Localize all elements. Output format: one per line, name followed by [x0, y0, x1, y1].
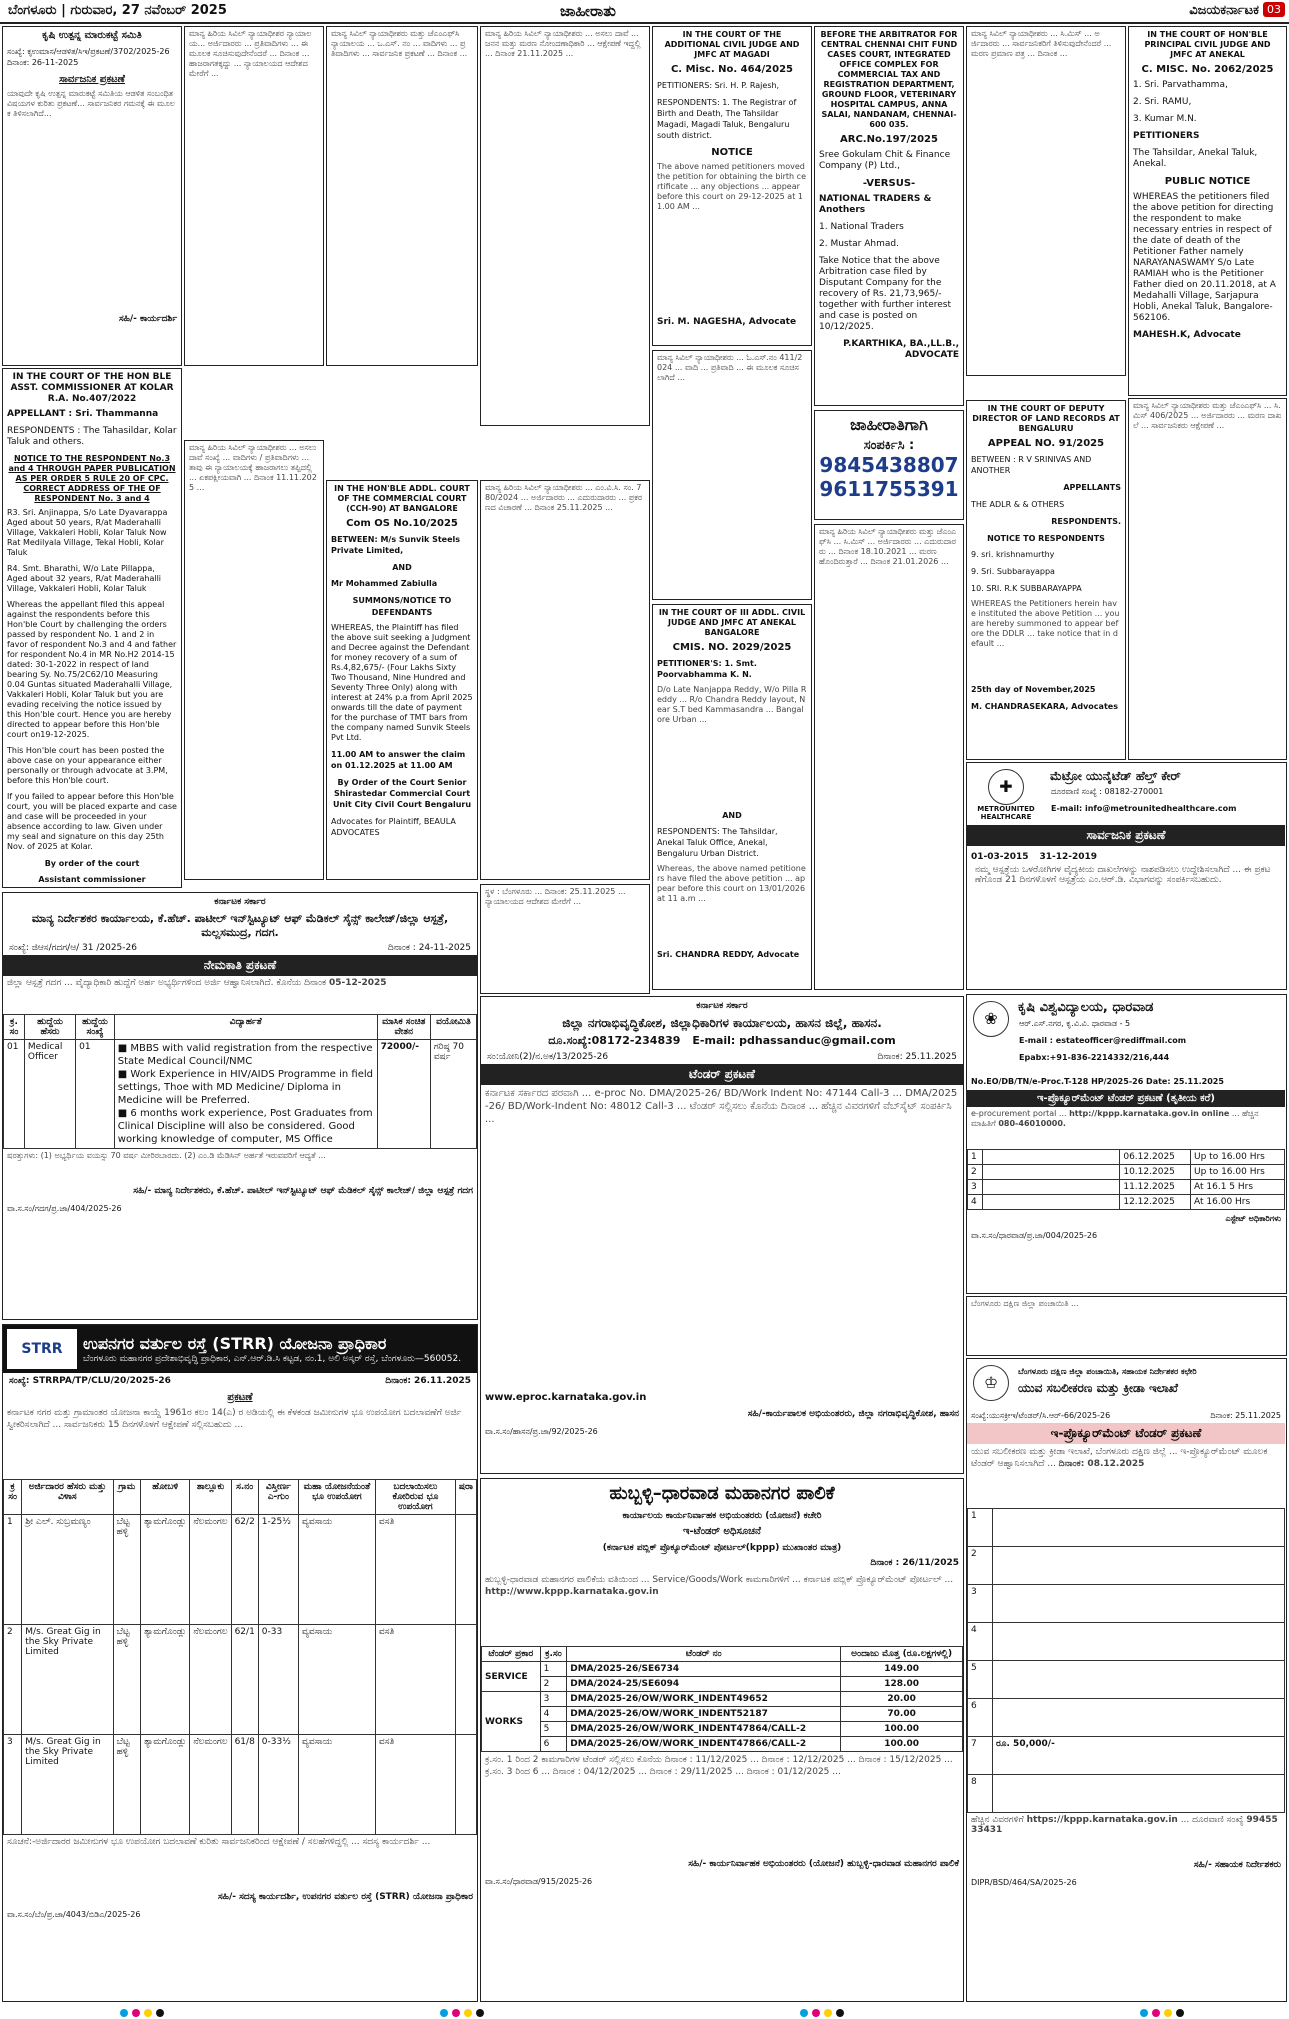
medical-row-age: ಗರಿಷ್ಠ 70 ವರ್ಷ — [430, 1040, 476, 1149]
anekal2-and: AND — [722, 811, 742, 820]
table-row: 2 10.12.2025 Up to 16.00 Hrs — [968, 1165, 1285, 1180]
strr-logo: STRR — [7, 1329, 77, 1369]
commercial-order: By Order of the Court Senior Shirastedar Commercial Court Unit City Civil Court Bengaluru — [332, 778, 472, 809]
court-notice-kannada-2 — [326, 26, 478, 366]
anekal-court-notice — [1128, 26, 1287, 396]
strr-head: ಪ್ರಕಟಣೆ — [227, 1392, 253, 1403]
kolar-court-notice — [2, 368, 182, 888]
agri-no: No.EO/DB/TN/e-Proc.T-128 HP/2025-26 Date: 25.11.2025 — [971, 1077, 1224, 1086]
table-row: SERVICE 1 DMA/2025-26/SE6734 149.00 — [482, 1662, 963, 1677]
medical-col-4: ಮಾಸಿಕ ಸಂಚಿತ ವೇತನ — [377, 1015, 430, 1040]
hubli-body: ಹುಬ್ಬಳ್ಳಿ-ಧಾರವಾಡ ಮಹಾನಗರ ಪಾಲಿಕೆಯ ವತಿಯಿಂದ ... Service/Goods/Work ಕಾಮಗಾರಿಗಳಿಗೆ ... ಕರ್ನಾಟಕ ಪಬ್ಲಿಕ್ ಪ್ರೊಕ್ಯೂರ್‌ಮೆಂಟ್ ಪೋರ್ಟಲ್ ... http://www.kppp.karnataka.gov.in — [485, 1575, 954, 1597]
agri-sign: ಎಸ್ಟೇಟ್ ಅಧಿಕಾರಿಗಳು — [1225, 1214, 1281, 1223]
arbitrator-body: Take Notice that the above Arbitration case filed by Disputant Company for the recovery of Rs. 21,73,965/- together with further interest and case is posted on 10/12/2025. — [819, 256, 952, 332]
commercial-court-notice — [326, 480, 478, 880]
anekal-sign: MAHESH.K, Advocate — [1133, 330, 1241, 340]
commercial-whereas: WHEREAS, the Plaintiff has filed the above suit seeking a Judgment and Decree against the Defendant for money recovery of a sum of Rs.4,82,675/- (Four Lakhs Sixty Two Thousand, Nine Hundred and Seventy Three Only) along with interest at 24% p.a from April 2025 onwards till the date of payment for the purchase of TMT bars from the company named Sunvik Steels Pvt Ltd. — [331, 623, 473, 742]
magadi-body: The above named petitioners moved the petition for obtaining the birth certificate ... any objections ... appear before this court on 29-12-2025 at 11.00 AM ... — [657, 162, 806, 211]
strr-ref: ವಾ.ಸ.ಸಂ/ಬೆಂ/ಪ್ರ.ಜಾ/4043/ಬಿಡಿಎ/2025-26 — [7, 1910, 141, 1919]
yellow-mark — [1164, 2009, 1172, 2017]
table-row: 1 06.12.2025 Up to 16.00 Hrs — [968, 1150, 1285, 1165]
anekal2-title: IN THE COURT OF III ADDL. CIVIL JUDGE AND JMFC AT ANEKAL BANGALORE — [658, 608, 806, 637]
apmc-sign: ಸಹಿ/- ಕಾರ್ಯದರ್ಶಿ — [118, 314, 177, 324]
anekal-title: IN THE COURT OF HON'BLE PRINCIPAL CIVIL JUDGE AND JMFC AT ANEKAL — [1144, 30, 1271, 59]
medical-col-1: ಹುದ್ದೆಯ ಹೆಸರು — [24, 1015, 75, 1040]
table-row: 4 DMA/2025-26/OW/WORK_INDENT52187 70.00 — [482, 1707, 963, 1722]
table-row: 6 — [968, 1699, 1285, 1737]
hassan-band: ಟೆಂಡರ್ ಪ್ರಕಟಣೆ — [481, 1064, 963, 1085]
table-row: 3 M/s. Great Gig in the Sky Private Limited ಬೆಟ್ಟ ಹಳ್ಳಿ ತ್ಯಾಮಗೊಂಡ್ಲು ನೆಲಮಂಗಲ 61/8 0-33½ ವ್ಯವಸಾಯ ವಸತಿ — [4, 1735, 477, 1835]
anekal2-pet: PETITIONER'S: 1. Smt. Poorvabhamma K. N. — [657, 659, 757, 679]
yellow-mark — [464, 2009, 472, 2017]
anekal2-body: D/o Late Nanjappa Reddy, W/o Pilla Reddy ... R/o Chandra Reddy layout, Near S.T bed Kammasandra ... Bangalore Urban ... — [657, 685, 807, 724]
hassan-tender-notice — [480, 996, 964, 1474]
commercial-title: IN THE HON'BLE ADDL. COURT OF THE COMMERCIAL COURT (CCH-90) AT BANGALORE — [334, 484, 470, 513]
cyan-mark — [120, 2009, 128, 2017]
table-row: 8 — [968, 1775, 1285, 1813]
land-body: WHEREAS the Petitioners herein have instituted the above Petition ... you are hereby summoned to appear before the DDLR ... take notice that in default ... — [971, 599, 1120, 648]
masthead-date: ಬೆಂಗಳೂರು | ಗುರುವಾರ, 27 ನವೆಂಬರ್ 2025 — [8, 3, 227, 18]
medical-deadline: 05-12-2025 — [328, 978, 387, 988]
medical-row-post: Medical Officer — [24, 1040, 75, 1149]
cyan-mark — [440, 2009, 448, 2017]
land-between: BETWEEN : R V SRINIVAS AND ANOTHER — [971, 455, 1092, 475]
medical-row-pay: 72000/- — [377, 1040, 430, 1149]
notice-text: ಮಾನ್ಯ ಹಿರಿಯ ಸಿವಿಲ್ ನ್ಯಾಯಾಧೀಶರು ... ಅಸಲು ದಾವೆ ... ಜನನ ಮತ್ತು ಮರಣ ನೋಂದಣಾಧಿಕಾರಿ ... ಆಕ್ಷೇಪಣೆ ಇದ್ದಲ್ಲಿ ... ದಿನಾಂಕ 21.11.2025 ... — [485, 29, 641, 58]
medical-band: ನೇಮಕಾತಿ ಪ್ರಕಟಣೆ — [3, 955, 477, 976]
metro-tel: ದೂರವಾಣಿ ಸಂಖ್ಯೆ : 08182-270001 — [1051, 787, 1164, 796]
table-row: 5 — [968, 1661, 1285, 1699]
advert-phone-2[interactable]: 9611755391 — [819, 477, 959, 501]
hassan-org: ಕರ್ನಾಟಕ ಸರ್ಕಾರ — [696, 1001, 748, 1011]
anekal-p3: 3. Kumar M.N. — [1133, 114, 1197, 124]
apmc-title: ಕೃಷಿ ಉತ್ಪನ್ನ ಮಾರುಕಟ್ಟೆ ಸಮಿತಿ — [42, 30, 142, 41]
arbitrator-respondent: NATIONAL TRADERS & Anothers — [819, 194, 932, 215]
agri-epabx: Epabx:+91-836-2214332/216,444 — [1019, 1053, 1170, 1062]
medical-org: ಕರ್ನಾಟಕ ಸರ್ಕಾರ — [214, 897, 266, 907]
anekal-p1: 1. Sri. Parvathamma, — [1133, 80, 1228, 90]
hubli-etender: ಇ-ಟೆಂಡರ್ ಅಧಿಸೂಚನೆ — [683, 1526, 761, 1537]
youth-web[interactable]: https://kppp.karnataka.gov.in — [1026, 1815, 1178, 1825]
medical-title: ಮಾನ್ಯ ನಿರ್ದೇಶಕರ ಕಾರ್ಯಾಲಯ, ಕೆ.ಹೆಚ್. ಪಾಟೀಲ್ ಇನ್‌ಸ್ಟಿಟ್ಯೂಟ್ ಆಫ್ ಮೆಡಿಕಲ್ ಸೈನ್ಸ್ ಕಾಲೇಜ್/ಜಿಲ್ಲಾ ಆಸ್ಪತ್ರೆ, ಮಲ್ಲಸಮುದ್ರ, ಗದಗ. — [31, 912, 449, 939]
hassan-email[interactable]: E-mail: pdhassanduc@gmail.com — [692, 1034, 896, 1047]
kolar-sig: Assistant commissioner — [38, 875, 146, 884]
commercial-defendant: Mr Mohammed Zabiulla — [331, 579, 438, 588]
medical-q1: ■ MBBS with valid registration from the respective State Medical Council/NMC — [117, 1043, 373, 1067]
medical-ref: ವಾ.ಸ.ಸಂ/ಗದಗ/ಪ್ರ.ಜಾ/404/2025-26 — [7, 1204, 122, 1213]
metro-title: ಮೆಟ್ರೋ ಯುನೈಟೆಡ್ ಹೆಲ್ತ್ ಕೇರ್ — [1050, 769, 1181, 783]
anekal-public-notice: PUBLIC NOTICE — [1164, 176, 1251, 187]
hassan-sign: ಸಹಿ/-ಕಾರ್ಯಪಾಲಕ ಅಭಿಯಂತರರು, ಜಿಲ್ಲಾ ನಗರಾಭಿವೃದ್ಧಿಕೋಶ, ಹಾಸನ — [747, 1409, 959, 1419]
strr-table: ಕ್ರ ಸಂ ಅರ್ಜಿದಾರರ ಹೆಸರು ಮತ್ತು ವಿಳಾಸ ಗ್ರಾಮ ಹೋಬಳಿ ತಾಲ್ಲೂಕು ಸ.ನಂ ವಿಸ್ತೀರ್ಣ ಎ-ಗುಂ ಮಹಾ ಯೋಜನೆಯಂತೆ ಭೂ ಉಪಯೋಗ ಬದಲಾಯಿಸಲು ಕೋರಿರುವ ಭೂ ಉಪಯೋಗ ಷರಾ 1 ಶ್ರೀ ಎಲ್. ಸುಬ್ರಮಣ್ಯಂ ಬೆಟ್ಟ ಹಳ್ಳಿ ತ್ಯಾಮಗೊಂಡ್ಲು ನೆಲಮಂಗಲ 62/2 1-25½ ವ್ಯವಸಾಯ ವಸತಿ 2 M/s. Great Gig in the Sky Private Limited ಬೆಟ್ಟ ಹಳ್ಳಿ ತ್ಯಾಮಗೊಂಡ್ಲು ನೆಲಮಂಗಲ 62/1 0-33 ವ್ಯವಸಾಯ ವಸತಿ 3 M/s. Great Gig in the Sky Private Limited ಬೆಟ್ಟ ಹಳ್ಳಿ ತ್ಯಾಮಗೊಂಡ್ಲು ನೆಲಮಂಗಲ 61/8 0-33½ ವ್ಯವಸಾಯ ವಸತಿ — [3, 1479, 477, 1835]
magenta-mark — [1152, 2009, 1160, 2017]
table-row: 1 ಶ್ರೀ ಎಲ್. ಸುಬ್ರಮಣ್ಯಂ ಬೆಟ್ಟ ಹಳ್ಳಿ ತ್ಯಾಮಗೊಂಡ್ಲು ನೆಲಮಂಗಲ 62/2 1-25½ ವ್ಯವಸಾಯ ವಸತಿ — [4, 1515, 477, 1625]
hassan-title: ಜಿಲ್ಲಾ ನಗರಾಭಿವೃದ್ಧಿಕೋಶ, ಜಿಲ್ಲಾಧಿಕಾರಿಗಳ ಕಾರ್ಯಾಲಯ, ಹಾಸನ ಜಿಲ್ಲೆ, ಹಾಸನ. — [562, 1016, 882, 1030]
hubli-sub2: (ಕರ್ನಾಟಕ ಪಬ್ಲಿಕ್ ಪ್ರೊಕ್ಯೂರ್‌ಮೆಂಟ್ ಪೋರ್ಟಲ್(kppp) ಮುಖಾಂತರ ಮಾತ್ರ) — [602, 1543, 842, 1553]
court-notice-kannada-9 — [814, 524, 964, 990]
notice-text: ಮಾನ್ಯ ಹಿರಿಯ ಸಿವಿಲ್ ನ್ಯಾಯಾಧೀಶರ ನ್ಯಾಯಾಲಯ... ಅರ್ಜಿದಾರರು ... ಪ್ರತಿವಾದಿಗಳು ... ಈ ಮೂಲಕ ಸೂಚಿಸುವುದೇನೆಂದರೆ ... ದಿನಾಂಕ ... ಹಾಜರಾಗತಕ್ಕದ್ದು ... ನ್ಯಾಯಾಲಯದ ಆದೇಶದ ಮೇರೆಗೆ ... — [189, 29, 312, 78]
kolar-r4: R4. Smt. Bharathi, W/o Late Pillappa, Aged about 32 years, R/at Maderahalli Village, Vakkaleri Hobli, Kolar Taluk — [7, 564, 162, 593]
agri-band: ಇ-ಪ್ರೊಕ್ಯೂರ್‌ಮೆಂಟ್ ಟೆಂಡರ್ ಪ್ರಕಟಣೆ (ತೃತೀಯ ಕರೆ) — [967, 1090, 1285, 1107]
court-notice-kannada-4 — [966, 26, 1126, 376]
notice-text: ಮಾನ್ಯ ಸಿವಿಲ್ ನ್ಯಾಯಾಧೀಶರು ... ಸಿ.ಮಿಸ್ ... ಅರ್ಜಿದಾರರು ... ಸಾರ್ವಜನಿಕರಿಗೆ ತಿಳಿಸುವುದೇನೆಂದರೆ ... ಮರಣ ಪ್ರಮಾಣ ಪತ್ರ ... ದಿನಾಂಕ ... — [971, 29, 1112, 58]
anekal2-sign: Sri. CHANDRA REDDY, Advocate — [657, 950, 800, 959]
arbitrator-arc: ARC.No.197/2025 — [840, 134, 938, 145]
table-row — [4, 1040, 477, 1149]
advert-sub: ಸಂಪರ್ಕಿಸಿ : — [863, 438, 915, 453]
masthead — [0, 0, 1289, 24]
medical-no: ಸಂಖ್ಯೆ: ಜಿಆಸ/ಗದಗ/ಆ/ 31 /2025-26 — [9, 943, 137, 953]
agri-university-tender — [966, 994, 1287, 1294]
kolar-body-2: This Hon'ble court has been posted the above case on your appearance either personally or through advocate at 3.PM, before this Hon'ble court. — [7, 746, 168, 785]
medical-col-5: ವಯೋಮಿತಿ — [430, 1015, 476, 1040]
strr-body: ಕರ್ನಾಟಕ ನಗರ ಮತ್ತು ಗ್ರಾಮಾಂತರ ಯೋಜನಾ ಕಾಯ್ದೆ 1961ರ ಕಲಂ 14(ಎ) ರ ಅಡಿಯಲ್ಲಿ ಈ ಕೆಳಕಂಡ ಜಮೀನುಗಳ ಭೂ ಉಪಯೋಗ ಬದಲಾವಣೆಗೆ ಅರ್ಜಿ ಸ್ವೀಕರಿಸಲಾಗಿದೆ ... ಸಾರ್ವಜನಿಕರು 15 ದಿನಗಳೊಳಗೆ ಆಕ್ಷೇಪಣೆ ಸಲ್ಲಿಸಬಹುದು ... — [7, 1408, 462, 1430]
strr-notice — [2, 1324, 478, 2002]
youth-table — [967, 1508, 1285, 1813]
hubli-date: ದಿನಾಂಕ : 26/11/2025 — [870, 1558, 959, 1568]
agri-body: e-procurement portal ... http://kppp.karnataka.gov.in online ... ಹೆಚ್ಚಿನ ಮಾಹಿತಿಗೆ 080-46010000. — [971, 1109, 1259, 1128]
metro-email[interactable]: E-mail: info@metrounitedhealthcare.com — [1051, 804, 1237, 813]
commercial-dates: 11.00 AM to answer the claim on 01.12.2025 at 11.00 AM — [331, 750, 466, 770]
black-mark — [1176, 2009, 1184, 2017]
hubli-dharwad-tender — [480, 1478, 964, 2002]
cyan-mark — [800, 2009, 808, 2017]
hassan-tel: ದೂ.ಸಂಖ್ಯೆ:08172-234839 — [548, 1034, 681, 1047]
notice-text: ಸ್ಥಳ : ಬೆಂಗಳೂರು ... ದಿನಾಂಕ: 25.11.2025 ... ನ್ಯಾಯಾಲಯದ ಆದೇಶದ ಮೇರೆಗೆ ... — [485, 887, 626, 906]
magenta-mark — [452, 2009, 460, 2017]
youth-footer: ಹೆಚ್ಚಿನ ವಿವರಗಳಿಗೆ https://kppp.karnataka.gov.in ... ದೂರವಾಣಿ ಸಂಖ್ಯೆ 9945533431 — [971, 1815, 1278, 1835]
metro-body: ನಮ್ಮ ಆಸ್ಪತ್ರೆಯ ಒಳರೋಗಿಗಳ ವೈದ್ಯಕೀಯ ದಾಖಲೆಗಳನ್ನು ನಾಶಪಡಿಸಲು ಉದ್ದೇಶಿಸಲಾಗಿದೆ ... ಈ ಪ್ರಕಟಣೆಗೊಂಡ 21 ದಿನಗಳೊಳಗೆ ಆಸ್ಪತ್ರೆಯ ಎಂ.ಆರ್.ಡಿ. ವಿಭಾಗವನ್ನು ಸಂಪರ್ಕಿಸಬಹುದು. — [975, 865, 1271, 885]
youth-sign: ಸಹಿ/- ಸಹಾಯಕ ನಿರ್ದೇಶಕರು — [1193, 1860, 1281, 1870]
commercial-and: AND — [392, 563, 412, 572]
medical-recruitment-notice — [2, 892, 478, 1320]
hassan-date: ದಿನಾಂಕ: 25.11.2025 — [877, 1052, 957, 1062]
magenta-mark — [132, 2009, 140, 2017]
table-row: 3 — [968, 1585, 1285, 1623]
court-notice-kannada-8 — [1128, 398, 1287, 760]
table-row: 6 DMA/2025-26/OW/WORK_INDENT47866/CALL-2 100.00 — [482, 1737, 963, 1752]
youth-amount: ರೂ. 50,000/- — [993, 1737, 1285, 1775]
apmc-body-text: ಯಾವುದೇ ಕೃಷಿ ಉತ್ಪನ್ನ ಮಾರುಕಟ್ಟೆ ಸಮಿತಿಯ ಆಡಳಿತ ಸಂಬಂಧಿತ ವಿಷಯಗಳ ಕುರಿತು ಪ್ರಕಟಣೆ... ಸಾರ್ವಜನಿಕರ ಗಮನಕ್ಕೆ ಈ ಮೂಲಕ ತಿಳಿಸಲಾಗಿದೆ... — [7, 89, 175, 118]
court-notice-kannada-5 — [184, 440, 324, 880]
cyan-mark — [1140, 2009, 1148, 2017]
kolar-body-3: If you failed to appear before this Hon'ble court, you will be placed exparte and case and case will be proceeded in your absence according to law. Given under my seal and signature on this day 25th Nov. of 2025 at Kolar. — [7, 792, 177, 851]
agri-web[interactable]: http://kppp.karnataka.gov.in online — [1069, 1109, 1230, 1118]
arbitrator-notice — [814, 26, 964, 406]
anekal-p2: 2. Sri. RAMU, — [1133, 97, 1192, 107]
magadi-court-notice — [652, 26, 812, 346]
magadi-respondent: RESPONDENTS: 1. The Registrar of Birth and Death, The Tahsildar Magadi, Magadi Taluk, Bengaluru south district. — [657, 98, 797, 140]
commercial-adv: Advocates for Plaintiff, BEAULA ADVOCATES — [331, 817, 456, 837]
apmc-notice — [2, 26, 182, 366]
youth-date-2: ದಿನಾಂಕ: 08.12.2025 — [1058, 1459, 1145, 1469]
notice-text: ಮಾನ್ಯ ಸಿವಿಲ್ ನ್ಯಾಯಾಧೀಶರು ಮತ್ತು ಜೆಎಂಎಫ್‌ಸಿ ... ಸಿ.ಮಿಸ್ 406/2025 ... ಅರ್ಜಿದಾರರು ... ಮರಣ ದಾಖಲೆ ... ಸಾರ್ವಜನಿಕರು ಆಕ್ಷೇಪಣೆ ... — [1133, 401, 1282, 430]
misc-notice — [966, 1296, 1287, 1356]
medical-col-2: ಹುದ್ದೆಯ ಸಂಖ್ಯೆ — [76, 1015, 115, 1040]
hubli-sign: ಸಹಿ/- ಕಾರ್ಯನಿರ್ವಾಹಕ ಅಭಿಯಂತರರು (ಯೋಜನೆ) ಹುಬ್ಬಳ್ಳಿ-ಧಾರವಾಡ ಮಹಾನಗರ ಪಾಲಿಕೆ — [688, 1859, 959, 1869]
black-mark — [476, 2009, 484, 2017]
kolar-body: Whereas the appellant filed this appeal against the respondents before this Hon'ble Court by challenging the orders passed by respondent No. 1 and 2 in favor of respondent No.3 and 4 and father for respondent No.4 in MR No.H2 2014-15 dated: 30-1-2022 in respect of land bearing Sy. No.75/2C62/10 Measuring 0.04 Guntas situated Maderahalli Village, Vakkaleri Hobli, Kolar Taluk but you are evading receiving the notice issued by this Hon'ble court. Hence you are hereby directed to appear before this Hon'ble court on19-12-2025. — [7, 600, 177, 739]
table-row: 2 M/s. Great Gig in the Sky Private Limited ಬೆಟ್ಟ ಹಳ್ಳಿ ತ್ಯಾಮಗೊಂಡ್ಲು ನೆಲಮಂಗಲ 62/1 0-33 ವ್ಯವಸಾಯ ವಸತಿ — [4, 1625, 477, 1735]
apmc-head: ಸಾರ್ವಜನಿಕ ಪ್ರಕಟಣೆ — [59, 74, 125, 85]
land-respondents: RESPONDENTS. — [1051, 517, 1121, 526]
youth-sports-tender — [966, 1358, 1287, 2002]
youth-date: ದಿನಾಂಕ: 25.11.2025 — [1210, 1411, 1281, 1420]
hassan-web[interactable]: www.eproc.karnataka.gov.in — [485, 1392, 647, 1403]
anekal-respondent: The Tahsildar, Anekal Taluk, Anekal. — [1133, 148, 1258, 169]
youth-band: ಇ-ಪ್ರೊಕ್ಯೂರ್‌ಮೆಂಟ್ ಟೆಂಡರ್ ಪ್ರಕಟಣೆ — [967, 1423, 1285, 1444]
strr-footer: ಸೂಚನೆ:-ಅರ್ಜಿದಾರರ ಜಮೀನುಗಳ ಭೂ ಉಪಯೋಗ ಬದಲಾವಣೆ ಕುರಿತು ಸಾರ್ವಜನಿಕರಿಂದ ಆಕ್ಷೇಪಣೆ / ಸಲಹೆಗಳಿದ್ದಲ್ಲಿ ... ಸದಸ್ಯ ಕಾರ್ಯದರ್ಶಿ ... — [7, 1837, 431, 1847]
court-notice-kannada-6 — [480, 480, 650, 880]
table-row: 3 11.12.2025 At 16.1 5 Hrs — [968, 1180, 1285, 1195]
youth-no: ಸಂಖ್ಯೆ:ಯುಸಕ್ರೀಇ/ಟೆಂಡರ್/ಸಿ.ಆರ್-66/2025-26 — [971, 1411, 1111, 1420]
notice-text: ಮಾನ್ಯ ಸಿವಿಲ್ ನ್ಯಾಯಾಧೀಶರು ಮತ್ತು ಜೆಎಂಎಫ್‌ಸಿ ನ್ಯಾಯಾಲಯ ... ಒ.ಎಸ್. ನಂ ... ವಾದಿಗಳು ... ಪ್ರತಿವಾದಿಗಳು ... ಸಾರ್ವಜನಿಕ ಪ್ರಕಟಣೆ ... ದಿನಾಂಕ ... — [331, 29, 468, 58]
notice-text: ಮಾನ್ಯ ಸಿವಿಲ್ ನ್ಯಾಯಾಧೀಶರು ... ಓ.ಎಸ್.ನಂ 411/2024 ... ವಾದಿ ... ಪ್ರತಿವಾದಿ ... ಈ ಮೂಲಕ ಸೂಚಿಸಲಾಗಿದೆ ... — [657, 353, 803, 382]
youth-sub: ಬೆಂಗಳೂರು ದಕ್ಷಿಣ ಜಿಲ್ಲಾ ಪಂಚಾಯಿತಿ, ಸಹಾಯಕ ನಿರ್ದೇಶಕರ ಕಛೇರಿ — [1018, 1367, 1197, 1376]
kolar-respondents: RESPONDENTS : The Tahasildar, Kolar Taluk and others. — [7, 426, 177, 447]
commercial-summons: SUMMONS/NOTICE TO DEFENDANTS — [352, 596, 452, 617]
magadi-case: C. Misc. No. 464/2025 — [670, 64, 794, 75]
anekal-body: WHEREAS the petitioners filed the above petition for directing the respondent to make necessary entries in respect of the date of death of the Petitioner Father namely NARAYANASWAMY S/o Late RAMIAH who is the Petitioner Father died on 20.11.2018, at A Medahalli Village, Sarjapura Hobli, Anekal Taluk, Bangalore-562106. — [1133, 192, 1276, 323]
advert-title: ಜಾಹೀರಾತಿಗಾಗಿ — [850, 415, 928, 434]
table-row: 4 — [968, 1623, 1285, 1661]
medical-col-3: ವಿದ್ಯಾರ್ಹತೆ — [114, 1015, 377, 1040]
medical-row-count: 01 — [76, 1040, 115, 1149]
page-number: 03 — [1263, 2, 1285, 17]
metro-logo-text: METROUNITED HEALTHCARE — [977, 805, 1035, 821]
anekal2-case: CMIS. NO. 2029/2025 — [672, 642, 792, 653]
table-row: 4 12.12.2025 At 16.00 Hrs — [968, 1195, 1285, 1210]
arbitrator-petitioner: Sree Gokulam Chit & Finance Company (P) Ltd., — [819, 150, 951, 171]
land-r3: 10. SRI. R.K SUBBARAYAPPA — [971, 584, 1082, 593]
hubli-sub: ಕಾರ್ಯಾಲಯ ಕಾರ್ಯನಿರ್ವಾಹಕ ಅಭಿಯಂತರರು (ಯೋಜನೆ) ಕಚೇರಿ — [622, 1511, 822, 1521]
agri-email[interactable]: E-mail : estateofficer@rediffmail.com — [1019, 1036, 1187, 1045]
table-row: 5 DMA/2025-26/OW/WORK_INDENT47864/CALL-2 100.00 — [482, 1722, 963, 1737]
strr-title: ಉಪನಗರ ವರ್ತುಲ ರಸ್ತೆ (STRR) ಯೋಜನಾ ಪ್ರಾಧಿಕಾರ — [83, 1334, 387, 1353]
land-r1: 9. sri. krishnamurthy — [971, 550, 1055, 559]
land-notice: NOTICE TO RESPONDENTS — [987, 534, 1105, 543]
youth-ref: DIPR/BSD/464/SA/2025-26 — [971, 1878, 1077, 1887]
table-row: 2 — [968, 1547, 1285, 1585]
magadi-petitioner: PETITIONERS: Sri. H. P. Rajesh, — [657, 81, 780, 90]
land-appeal: APPEAL NO. 91/2025 — [987, 438, 1105, 449]
anekal2-res: RESPONDENTS: The Tahsildar, Anekal Taluk Office, Anekal, Bengaluru Urban District. — [657, 827, 778, 858]
black-mark — [156, 2009, 164, 2017]
yellow-mark — [824, 2009, 832, 2017]
medical-footer: ಷರತ್ತುಗಳು: (1) ಅಭ್ಯರ್ಥಿಯ ವಯಸ್ಸು 70 ವರ್ಷ ಮೀರಿರಬಾರದು. (2) ಎಂ.ಡಿ ಮೆಡಿಸಿನ್ ಅರ್ಹತೆ ಇರುವವರಿಗೆ ಆದ್ಯತೆ ... — [7, 1151, 326, 1160]
hubli-title: ಹುಬ್ಬಳ್ಳಿ–ಧಾರವಾಡ ಮಹಾನಗರ ಪಾಲಿಕೆ — [609, 1483, 835, 1504]
court-notice-kannada-3 — [480, 26, 650, 426]
hassan-no: ಸಂ:ಯೋನಿ(2)/ನ.ಅಕ/13/2025-26 — [487, 1052, 609, 1062]
hassan-body: ಕರ್ನಾಟಕ ಸರ್ಕಾರದ ಪರವಾಗಿ ... e-proc No. DMA/2025-26/ BD/Work Indent No: 47144 Call-3 ... DMA/2025-26/ BD/Work-Indent No: 48012 Call-3 ... ಟೆಂಡರ್ ಸಲ್ಲಿಸಲು ಕೊನೆಯ ದಿನಾಂಕ ... ಹೆಚ್ಚಿನ ವಿವರಗಳಿಗೆ ವೆಬ್‌ಸೈಟ್ ಸಂಪರ್ಕಿಸಿ ... — [485, 1088, 958, 1125]
land-r2: 9. Sri. Subbarayappa — [971, 567, 1055, 576]
kolar-notice-head: NOTICE TO THE RESPONDENT No.3 and 4 THROUGH PAPER PUBLICATION AS PER ORDER 5 RULE 20 OF CPC. CORRECT ADDRESS OF THE OF RESPONDENT No. 3 and 4 — [8, 454, 176, 503]
apmc-sub: ಸಂಖ್ಯೆ: ಕೃಉಮಾಸ/ಆಡಳಿತ/ಸಿಇ/ಪ್ರಕಟಣೆ/3702/2025-26 ದಿನಾಂಕ: 26-11-2025 — [7, 47, 170, 67]
govt-emblem-icon: ♔ — [973, 1365, 1009, 1401]
agri-table — [967, 1149, 1285, 1210]
arbitrator-vs: -VERSUS- — [862, 178, 916, 189]
strr-date: ದಿನಾಂಕ: 26.11.2025 — [385, 1376, 471, 1386]
metro-date-1: 01-03-2015 — [971, 852, 1029, 862]
land-date: 25th day of November,2025 — [971, 685, 1096, 694]
agri-title: ಕೃಷಿ ವಿಶ್ವವಿದ್ಯಾಲಯ, ಧಾರವಾಡ — [1018, 1000, 1154, 1015]
metro-logo-icon: ✚ — [988, 769, 1024, 805]
table-row: 1 — [968, 1509, 1285, 1547]
hubli-web[interactable]: http://www.kppp.karnataka.gov.in — [485, 1587, 659, 1597]
black-mark — [836, 2009, 844, 2017]
hassan-ref: ವಾ.ಸ.ಸಂ/ಹಾಸನ/ಪ್ರ.ಜಾ/92/2025-26 — [485, 1427, 598, 1436]
anekal-case: C. MISC. No. 2062/2025 — [1141, 64, 1274, 75]
medical-table — [3, 1014, 477, 1149]
table-row: 7 ರೂ. 50,000/- — [968, 1737, 1285, 1775]
notice-text: ಮಾನ್ಯ ಹಿರಿಯ ಸಿವಿಲ್ ನ್ಯಾಯಾಧೀಶರು ... ಎಂ.ವಿ.ಸಿ. ಸಂ. 780/2024 ... ಅರ್ಜಿದಾರರು ... ಎದುರುದಾರರು ... ಪ್ರಕರಣದ ವಿಚಾರಣೆ ... ದಿನಾಂಕ 25.11.2025 ... — [485, 483, 643, 512]
magadi-title: IN THE COURT OF THE ADDITIONAL CIVIL JUDGE AND JMFC AT MAGADI — [664, 30, 800, 59]
magadi-sign: Sri. M. NAGESHA, Advocate — [657, 317, 797, 327]
arbitrator-r2: 2. Mustar Ahmad. — [819, 239, 899, 249]
notice-text: ಮಾನ್ಯ ಹಿರಿಯ ಸಿವಿಲ್ ನ್ಯಾಯಾಧೀಶರು ... ಅಸಲು ದಾವೆ ಸಂಖ್ಯೆ ... ವಾದಿಗಳು / ಪ್ರತಿವಾದಿಗಳು ... ತಾವು ಈ ನ್ಯಾಯಾಲಯಕ್ಕೆ ಹಾಜರಾಗಲು ತಪ್ಪಿದಲ್ಲಿ ... ಏಕಪಕ್ಷೀಯವಾಗಿ ... ದಿನಾಂಕ 11.11.2025 ... — [189, 443, 317, 492]
medical-q3: ■ 6 months work experience, Post Graduates from Clinical Discipline will also be considered. Good working knowledge of computer, MS Office — [117, 1108, 373, 1145]
kolar-by-order: By order of the court — [44, 859, 140, 868]
kolar-adv — [3, 887, 181, 888]
commercial-case: Com OS No.10/2025 — [346, 518, 458, 529]
kolar-r3: R3. Sri. Anjinappa, S/o Late Dyavarappa Aged about 50 years, R/at Maderahalli Village, Vakkaleri Hobli, Kolar Taluk Now Rat Medilyala Village, Tekal Hobli, Kolar Taluk — [7, 508, 168, 557]
land-sign: M. CHANDRASEKARA, Advocates — [971, 702, 1118, 711]
medical-intro: ಜಿಲ್ಲಾ ಆಸ್ಪತ್ರೆ ಗದಗ ... ವೈದ್ಯಾಧಿಕಾರಿ ಹುದ್ದೆಗೆ ಅರ್ಹ ಅಭ್ಯರ್ಥಿಗಳಿಂದ ಅರ್ಜಿ ಆಹ್ವಾನಿಸಲಾಗಿದೆ. ಕೊನೆಯ ದಿನಾಂಕ 05-12-2025 — [7, 978, 387, 988]
magenta-mark — [812, 2009, 820, 2017]
land-records-notice — [966, 400, 1126, 760]
anekal-petitioners: PETITIONERS — [1133, 131, 1200, 141]
metro-head: ಸಾರ್ವಜನಿಕ ಪ್ರಕಟಣೆ — [967, 825, 1285, 846]
hubli-table: ಟೆಂಡರ್ ಪ್ರಕಾರ ಕ್ರ.ಸಂ ಟೆಂಡರ್ ನಂ ಅಂದಾಜು ಮೊತ್ತ (ರೂ.ಲಕ್ಷಗಳಲ್ಲಿ) SERVICE 1 DMA/2025-26/SE6734 149.00 2 DMA/2024-25/SE6094 128.00 WORKS 3 DMA/2025-26/OW/WORK_INDENT49652 20.00 4 DMA/2025-26/OW/WORK_INDENT52187 70.00 5 DMA/2025-26/OW/WORK_INDENT47864/CALL-2 100.00 6 DMA/2025-26/OW/WORK_INDENT47866/CALL-2 100.00 — [481, 1646, 963, 1752]
notice-text: ಮಾನ್ಯ ಹಿರಿಯ ಸಿವಿಲ್ ನ್ಯಾಯಾಧೀಶರು ಮತ್ತು ಜೆಎಂಎಫ್‌ಸಿ ... ಸಿ.ಮಿಸ್ ... ಅರ್ಜಿದಾರರು ... ಎದುರುದಾರರು ... ದಿನಾಂಕ 18.10.2021 ... ಮರಣ ಹೊಂದಿರುತ್ತಾರೆ ... ದಿನಾಂಕ 21.01.2026 ... — [819, 527, 957, 566]
court-notice-kannada-10 — [480, 884, 650, 994]
yellow-mark — [144, 2009, 152, 2017]
medical-col-0: ಕ್ರ. ಸಂ — [4, 1015, 25, 1040]
hubli-ref: ವಾ.ಸ.ಸಂ/ಧಾರವಾಡ/915/2025-26 — [485, 1877, 593, 1886]
section-title: ಜಾಹೀರಾತು — [560, 2, 616, 20]
court-notice-kannada-1 — [184, 26, 324, 366]
court-notice-kannada-7 — [652, 350, 812, 600]
medical-q2: ■ Work Experience in HIV/AIDS Programme in field settings, Thoe with MD Medicine/ Diploma in Medicine will be Preferred. — [117, 1069, 373, 1106]
agri-ref: ವಾ.ಸ.ಸಂ/ಧಾರವಾಡ/ಪ್ರ.ಜಾ/004/2025-26 — [971, 1231, 1098, 1240]
medical-row-no: 01 — [4, 1040, 25, 1149]
arbitrator-sign: P.KARTHIKA, BA.,LL.B., ADVOCATE — [843, 339, 959, 360]
anekal2-body2: Whereas, the above named petitioners have filed the above petition ... appear before this court on 13/01/2026 at 11 a.m ... — [657, 864, 806, 903]
metro-date-2: 31-12-2019 — [1039, 852, 1098, 862]
commercial-between: BETWEEN: M/s Sunvik Steels Private Limited, — [331, 535, 461, 555]
medical-date: ದಿನಾಂಕ : 24-11-2025 — [387, 943, 471, 953]
magadi-notice-head: NOTICE — [711, 147, 753, 158]
university-seal-icon: ❀ — [973, 1001, 1009, 1037]
strr-addr: ಬೆಂಗಳೂರು ಮಹಾನಗರ ಪ್ರದೇಶಾಭಿವೃದ್ಧಿ ಪ್ರಾಧಿಕಾರ, ಎನ್.ಆರ್.ಡಿ.ಸಿ ಕಟ್ಟಡ, ನಂ.1, ಅಲಿ ಅಸ್ಕರ್ ರಸ್ತೆ, ಬೆಂಗಳೂರು—560052. — [83, 1354, 462, 1364]
land-appellants: APPELLANTS — [1063, 483, 1121, 492]
youth-phone[interactable]: 9945533431 — [971, 1815, 1278, 1835]
land-title: IN THE COURT OF DEPUTY DIRECTOR OF LAND RECORDS AT BENGALURU — [972, 404, 1120, 433]
kolar-title: IN THE COURT OF THE HON BLE ASST. COMMISSIONER AT KOLAR R.A. No.407/2022 — [10, 372, 174, 404]
arbitrator-r1: 1. National Traders — [819, 222, 904, 232]
newspaper-name: ವಿಜಯಕರ್ನಾಟಕ — [1189, 3, 1259, 18]
table-row: 2 DMA/2024-25/SE6094 128.00 — [482, 1677, 963, 1692]
arbitrator-title: BEFORE THE ARBITRATOR FOR CENTRAL CHENNAI CHIT FUND CASES COURT, INTEGRATED OFFICE COMPLEX FOR COMMERCIAL TAX AND REGISTRATION DEPARTMENT, GROUND FLOOR, VETERINARY HOSPITAL CAMPUS, ANNA SALAI, NANDANAM, CHENNAI-600 035. — [820, 30, 958, 129]
strr-no: ಸಂಖ್ಯೆ: STRRPA/TP/CLU/20/2025-26 — [9, 1376, 171, 1386]
land-and: THE ADLR & & OTHERS — [971, 500, 1065, 509]
youth-body: ಯುವ ಸಬಲೀಕರಣ ಮತ್ತು ಕ್ರೀಡಾ ಇಲಾಖೆ, ಬೆಂಗಳೂರು ದಕ್ಷಿಣ ಜಿಲ್ಲೆ ... ಇ-ಪ್ರೊಕ್ಯೂರ್‌ಮೆಂಟ್ ಮೂಲಕ ಟೆಂಡರ್ ಆಹ್ವಾನಿಸಲಾಗಿದೆ ... ದಿನಾಂಕ: 08.12.2025 — [971, 1447, 1268, 1469]
youth-title: ಯುವ ಸಬಲೀಕರಣ ಮತ್ತು ಕ್ರೀಡಾ ಇಲಾಖೆ — [1018, 1381, 1179, 1395]
agri-tel: 080-46010000. — [998, 1119, 1066, 1128]
advert-contact — [814, 410, 964, 520]
notice-text: ಬೆಂಗಳೂರು ದಕ್ಷಿಣ ಜಿಲ್ಲಾ ಪಂಚಾಯಿತಿ ... — [971, 1299, 1079, 1308]
hubli-schedule: ಕ್ರ.ಸಂ. 1 ರಿಂದ 2 ಕಾಮಗಾರಿಗಳ ಟೆಂಡರ್ ಸಲ್ಲಿಸಲು ಕೊನೆಯ ದಿನಾಂಕ : 11/12/2025 ... ದಿನಾಂಕ : 12/12/2025 ... ದಿನಾಂಕ : 15/12/2025 ... ಕ್ರ.ಸಂ. 3 ರಿಂದ 6 ... ದಿನಾಂಕ : 04/12/2025 ... ದಿನಾಂಕ : 29/11/2025 ... ದಿನಾಂಕ : 01/12/2025 ... — [485, 1755, 953, 1777]
metro-healthcare-notice — [966, 762, 1287, 990]
table-row: WORKS 3 DMA/2025-26/OW/WORK_INDENT49652 20.00 — [482, 1692, 963, 1707]
kolar-appellant: APPELLANT : Sri. Thammanna — [7, 409, 159, 419]
medical-sign: ಸಹಿ/- ಮಾನ್ಯ ನಿರ್ದೇಶಕರು, ಕೆ.ಹೆಚ್. ಪಾಟೀಲ್ ಇನ್‌ಸ್ಟಿಟ್ಯೂಟ್ ಆಫ್ ಮೆಡಿಕಲ್ ಸೈನ್ಸ್ ಕಾಲೇಜ್/ ಜಿಲ್ಲಾ ಆಸ್ಪತ್ರೆ ಗದಗ — [133, 1186, 473, 1196]
advert-phone-1[interactable]: 9845438807 — [819, 453, 959, 477]
strr-sign: ಸಹಿ/- ಸದಸ್ಯ ಕಾರ್ಯದರ್ಶಿ, ಉಪನಗರ ವರ್ತುಲ ರಸ್ತೆ (STRR) ಯೋಜನಾ ಪ್ರಾಧಿಕಾರ — [218, 1892, 473, 1902]
anekal-iii-court-notice — [652, 604, 812, 990]
agri-sub: ಆರ್.ಎಸ್.ನಗರ, ಕೃ.ವಿ.ವಿ. ಧಾರವಾಡ - 5 — [1019, 1019, 1131, 1028]
